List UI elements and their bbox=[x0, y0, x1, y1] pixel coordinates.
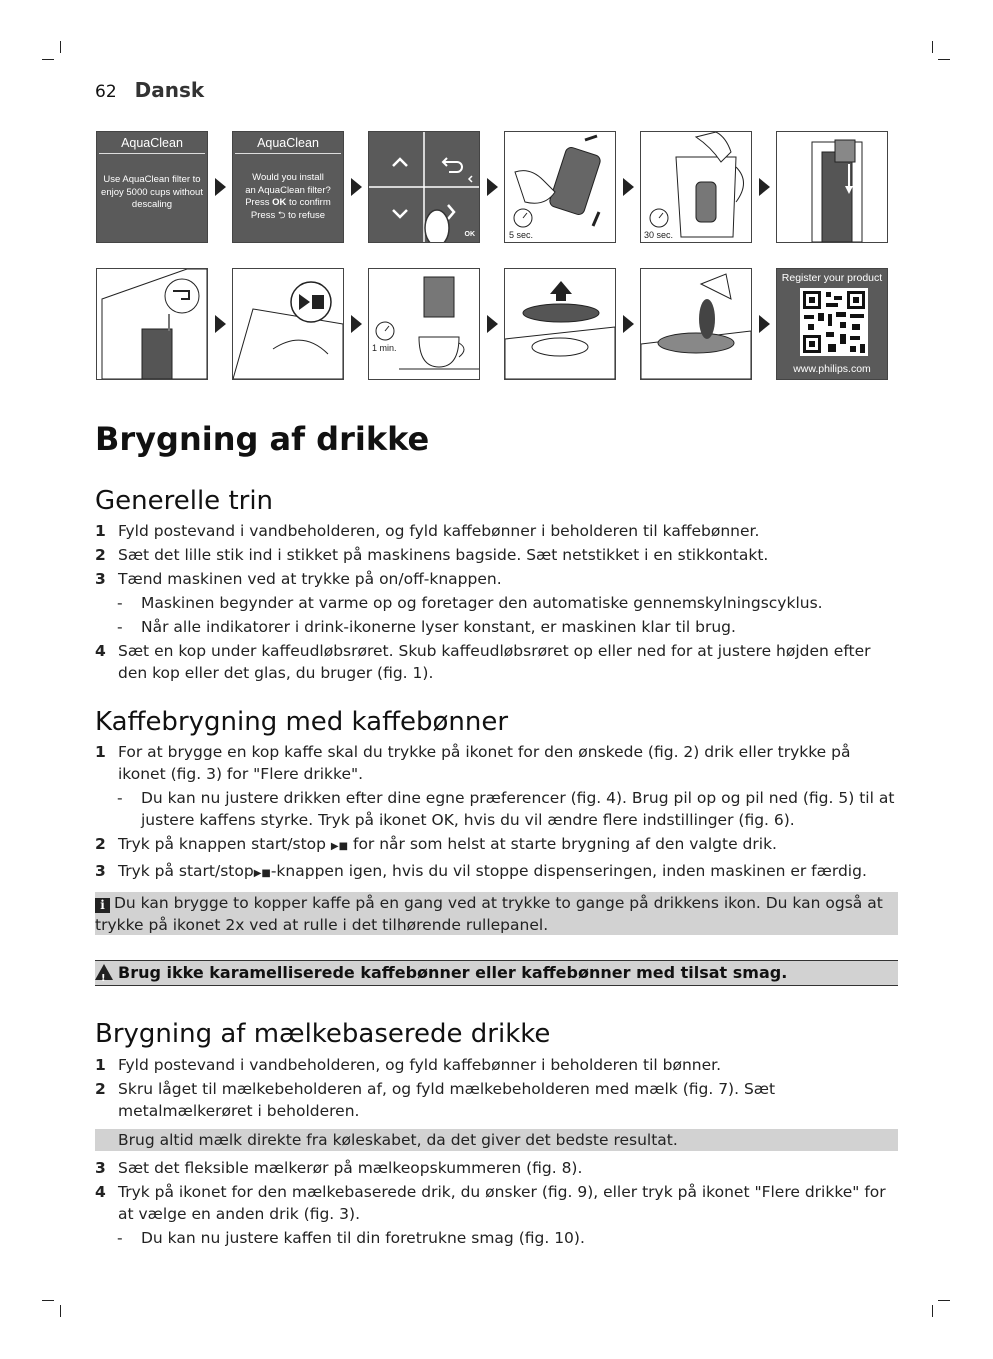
crop-mark bbox=[60, 41, 61, 53]
step-number: 2 bbox=[95, 546, 106, 564]
list-item bbox=[95, 1054, 895, 1076]
step-number: 3 bbox=[95, 1159, 106, 1177]
next-arrow-icon bbox=[351, 178, 362, 196]
step-text: -knappen igen, hvis du vil stoppe dispenseringen, inden maskinen er færdig. bbox=[270, 862, 867, 880]
timer-label: 5 sec. bbox=[509, 230, 534, 240]
next-arrow-icon bbox=[215, 315, 226, 333]
next-arrow-icon bbox=[351, 315, 362, 333]
dash: - bbox=[117, 618, 123, 636]
add-beans-figure bbox=[640, 268, 752, 380]
screen-body bbox=[233, 154, 343, 222]
list-item bbox=[95, 860, 895, 885]
crop-mark bbox=[932, 1305, 933, 1317]
crop-mark bbox=[42, 59, 54, 60]
screen-text: to refuse bbox=[288, 209, 326, 221]
add-beans-drawing bbox=[641, 269, 751, 379]
list-subitem bbox=[95, 787, 895, 831]
warning-box bbox=[95, 960, 898, 986]
next-arrow-icon bbox=[759, 315, 770, 333]
list-item bbox=[95, 833, 895, 858]
coffee-steps-list bbox=[95, 741, 895, 887]
list-item bbox=[95, 640, 895, 684]
back-icon: ⮌ bbox=[277, 209, 286, 221]
qr-code-icon bbox=[800, 288, 868, 356]
crop-mark bbox=[42, 1300, 54, 1301]
start-button-drawing bbox=[233, 269, 343, 379]
step-text: Sæt en kop under kaffeudløbsrøret. Skub kaffeudløbsrøret op eller ned for at justere højden efter den kop eller det glas, du bruger (fig. 1). bbox=[118, 642, 871, 682]
filter-remove-figure bbox=[504, 131, 616, 243]
list-item bbox=[95, 544, 895, 566]
subitem-text: Når alle indikatorer i drink-ikonerne lyser konstant, er maskinen klar til brug. bbox=[141, 618, 736, 636]
screen-text: Press bbox=[250, 209, 276, 221]
start-stop-icon: ▶■ bbox=[330, 841, 349, 852]
next-arrow-icon bbox=[215, 178, 226, 196]
dispense-figure bbox=[368, 268, 480, 380]
control-panel-figure bbox=[368, 131, 480, 243]
step-number: 2 bbox=[95, 1080, 106, 1098]
list-item bbox=[95, 1181, 895, 1225]
warning-text: Brug ikke karamelliserede kaffebønner eller kaffebønner med tilsat smag. bbox=[118, 963, 788, 982]
screen-title: AquaClean bbox=[99, 132, 205, 154]
general-steps-list bbox=[95, 520, 895, 686]
timer-label: 30 sec. bbox=[644, 230, 674, 240]
ok-label: OK bbox=[464, 231, 475, 238]
filter-soak-drawing bbox=[641, 132, 751, 242]
step-text: Skru låget til mælkebeholderen af, og fyld mælkebeholderen med mælk (fig. 7). Sæt metalmælkerøret i beholderen. bbox=[118, 1080, 776, 1120]
ok-glyph: OK bbox=[272, 197, 287, 208]
screen-title: AquaClean bbox=[235, 132, 341, 154]
milk-note: Brug altid mælk direkte fra køleskabet, da det giver det bedste resultat. bbox=[95, 1129, 898, 1151]
list-subitem bbox=[95, 1227, 895, 1249]
filter-install-drawing bbox=[777, 132, 887, 242]
fill-tank-drawing bbox=[97, 269, 207, 379]
list-item bbox=[95, 568, 895, 590]
qr-code-drawing bbox=[800, 288, 868, 356]
list-item bbox=[95, 1157, 895, 1179]
step-number: 4 bbox=[95, 642, 106, 660]
page-number: 62 bbox=[95, 82, 117, 102]
section-heading-general: Generelle trin bbox=[95, 486, 274, 516]
next-arrow-icon bbox=[759, 178, 770, 196]
milk-steps-list-a bbox=[95, 1054, 895, 1124]
next-arrow-icon bbox=[623, 315, 634, 333]
step-text: Tryk på start/stop bbox=[118, 862, 254, 880]
step-number: 1 bbox=[95, 743, 106, 761]
crop-mark bbox=[932, 41, 933, 53]
next-arrow-icon bbox=[487, 178, 498, 196]
register-product-panel bbox=[776, 268, 888, 380]
step-text: Tænd maskinen ved at trykke på on/off-knappen. bbox=[118, 570, 502, 588]
step-text: Fyld postevand i vandbeholderen, og fyld kaffebønner i beholderen til bønner. bbox=[118, 1056, 722, 1074]
step-text: Tryk på knappen start/stop bbox=[118, 835, 326, 853]
step-number: 4 bbox=[95, 1183, 106, 1201]
aquaclean-screen-2 bbox=[232, 131, 344, 243]
screen-text: Press bbox=[245, 197, 270, 208]
next-arrow-icon bbox=[487, 315, 498, 333]
step-number: 1 bbox=[95, 522, 106, 540]
step-number: 3 bbox=[95, 570, 106, 588]
dash: - bbox=[117, 594, 123, 612]
subitem-text: Maskinen begynder at varme op og foretager den automatiske gennemskylningscyklus. bbox=[141, 594, 823, 612]
filter-soak-figure bbox=[640, 131, 752, 243]
page-language: Dansk bbox=[134, 78, 205, 102]
list-subitem bbox=[95, 616, 895, 638]
screen-line bbox=[237, 210, 339, 223]
section-heading-coffee-beans: Kaffebrygning med kaffebønner bbox=[95, 707, 509, 737]
start-button-figure bbox=[232, 268, 344, 380]
register-url: www.philips.com bbox=[793, 363, 871, 375]
list-item bbox=[95, 741, 895, 785]
start-stop-icon: ▶■ bbox=[253, 868, 271, 879]
step-text: For at brygge en kop kaffe skal du trykke på ikonet for den ønskede (fig. 2) drik eller trykke på ikonet (fig. 3) for "Flere drikke". bbox=[118, 743, 851, 783]
screen-text: to confirm bbox=[289, 197, 331, 208]
list-item bbox=[95, 1078, 895, 1122]
aquaclean-screen-1 bbox=[96, 131, 208, 243]
tip-text: Du kan brygge to kopper kaffe på en gang ved at trykke to gange på drikkens ikon. Du kan også at trykke på ikonet 2x ved at rulle i det tilhørende rullepanel. bbox=[95, 894, 883, 934]
step-number: 3 bbox=[95, 862, 106, 880]
timer-label: 1 min. bbox=[372, 343, 397, 353]
screen-line: Would you install bbox=[252, 172, 324, 183]
step-text: Sæt det fleksible mælkerør på mælkeopskummeren (fig. 8). bbox=[118, 1159, 583, 1177]
filter-install-figure bbox=[776, 131, 888, 243]
lid-remove-figure bbox=[504, 268, 616, 380]
page-title: Brygning af drikke bbox=[95, 420, 430, 458]
list-item bbox=[95, 520, 895, 542]
screen-line bbox=[237, 197, 339, 210]
list-subitem bbox=[95, 592, 895, 614]
section-heading-milk: Brygning af mælkebaserede drikke bbox=[95, 1019, 551, 1049]
control-panel-drawing bbox=[369, 132, 479, 242]
subitem-text: Du kan nu justere kaffen til din foretrukne smag (fig. 10). bbox=[141, 1229, 585, 1247]
step-text: Fyld postevand i vandbeholderen, og fyld kaffebønner i beholderen til kaffebønner. bbox=[118, 522, 760, 540]
step-text: Sæt det lille stik ind i stikket på maskinens bagside. Sæt netstikket i en stikkontakt. bbox=[118, 546, 769, 564]
crop-mark bbox=[938, 59, 950, 60]
dispense-drawing bbox=[369, 269, 479, 379]
screen-body: Use AquaClean filter to enjoy 5000 cups without descaling bbox=[101, 174, 203, 210]
step-number: 1 bbox=[95, 1056, 106, 1074]
lid-remove-drawing bbox=[505, 269, 615, 379]
crop-mark bbox=[938, 1300, 950, 1301]
crop-mark bbox=[60, 1305, 61, 1317]
step-number: 2 bbox=[95, 835, 106, 853]
next-arrow-icon bbox=[623, 178, 634, 196]
subitem-text: Du kan nu justere drikken efter dine egne præferencer (fig. 4). Brug pil op og pil ned (fig. 5) til at justere kaffens styrke. Tryk på ikonet OK, hvis du vil ændre flere indstillinger (fig. 6). bbox=[141, 789, 895, 829]
screen-line: an AquaClean filter? bbox=[245, 184, 331, 196]
dash: - bbox=[117, 1229, 123, 1247]
dash: - bbox=[117, 789, 123, 807]
step-text: Tryk på ikonet for den mælkebaserede drik, du ønsker (fig. 9), eller tryk på ikonet "Flere drikke" for at vælge en anden drik (fig. 3). bbox=[118, 1183, 886, 1223]
filter-remove-drawing bbox=[505, 132, 615, 242]
tip-box bbox=[95, 892, 898, 935]
milk-steps-list-b bbox=[95, 1157, 895, 1251]
warning-icon bbox=[95, 964, 113, 980]
fill-tank-figure bbox=[96, 268, 208, 380]
figure-row-1 bbox=[96, 131, 888, 243]
figure-row-2 bbox=[96, 268, 888, 380]
register-title: Register your product bbox=[781, 272, 883, 284]
info-icon: i bbox=[95, 898, 110, 913]
step-text: for når som helst at starte brygning af den valgte drik. bbox=[352, 835, 777, 853]
page-header bbox=[95, 78, 204, 102]
